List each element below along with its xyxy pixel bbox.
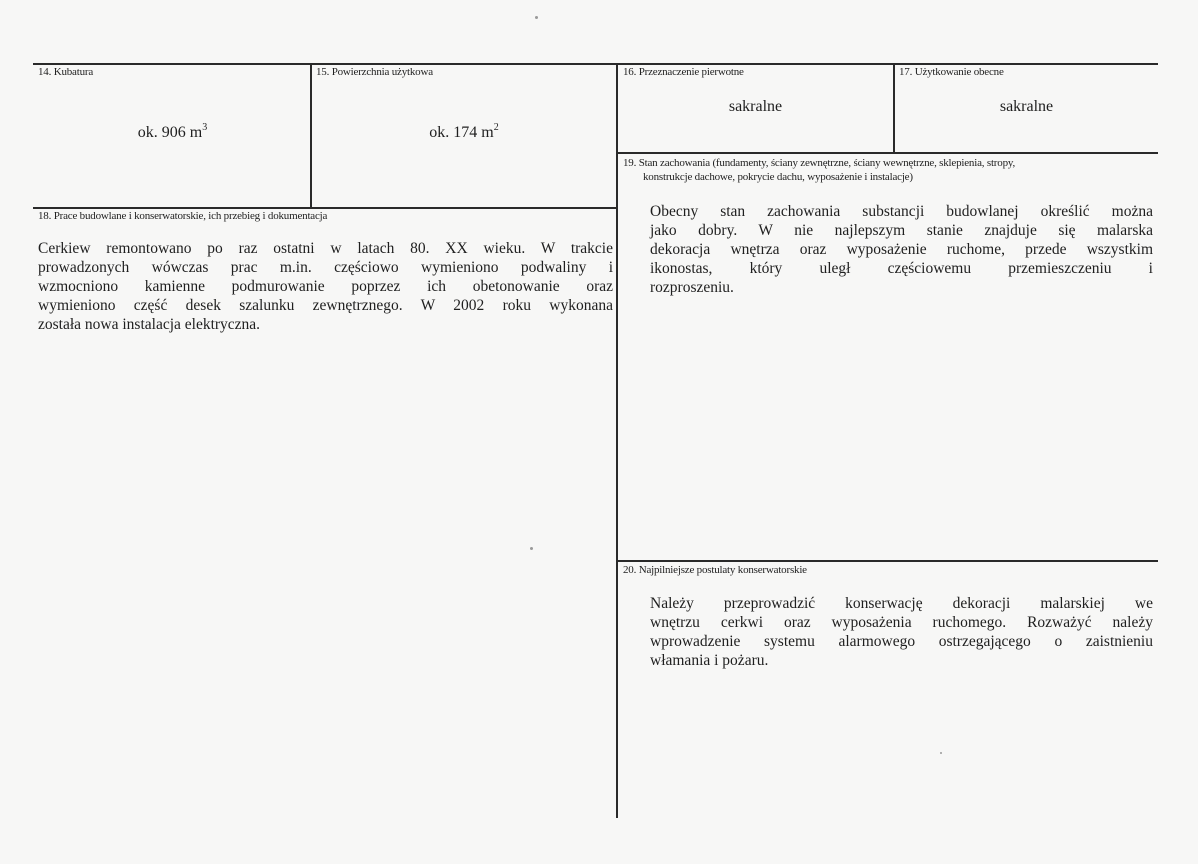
field-14-label: 14. Kubatura — [38, 66, 94, 78]
field-18-label: 18. Prace budowlane i konserwatorskie, ich przebieg i dokumentacja — [38, 210, 328, 222]
field-18-line: została nowa instalacja elektryczna. — [38, 316, 261, 333]
field-18-line: wzmocniono kamienne podmurowanie poprzez ich obetonowanie oraz — [38, 278, 613, 295]
field-20-line: wprowadzenie systemu alarmowego ostrzegającego o zaistnieniu — [650, 633, 1153, 650]
scan-speck — [940, 752, 942, 754]
field-19-line: ikonostas, który uległ częściowemu przemieszczeniu i — [650, 260, 1153, 277]
field-18-text — [38, 239, 613, 334]
field-14-value-unit-exp: 3 — [202, 122, 208, 133]
field-19-label-line2: konstrukcje dachowe, pokrycie dachu, wyposażenie i instalacje) — [643, 171, 913, 183]
field-16-label: 16. Przeznaczenie pierwotne — [623, 66, 744, 78]
rule-above-18 — [33, 207, 618, 209]
field-19-line: Obecny stan zachowania substancji budowlanej określić można — [650, 203, 1153, 220]
rule-above-20 — [616, 560, 1158, 562]
field-19-line: dekoracja wnętrza oraz wyposażenie ruchome, przede wszystkim — [650, 241, 1153, 258]
field-18-line: Cerkiew remontowano po raz ostatni w latach 80. XX wieku. W trakcie — [38, 240, 613, 257]
field-19-label-line1: 19. Stan zachowania (fundamenty, ściany zewnętrzne, ściany wewnętrzne, sklepienia, stropy, — [623, 157, 1016, 169]
rule-above-19 — [616, 152, 1158, 154]
field-15-value-unit-exp: 2 — [493, 122, 499, 133]
field-20-text — [650, 594, 1153, 670]
scan-speck — [530, 547, 533, 550]
field-16-value: sakralne — [728, 98, 783, 115]
scan-speck — [535, 16, 538, 19]
field-18-line: wymieniono część desek szalunku zewnętrznego. W 2002 roku wykonana — [38, 297, 613, 314]
field-19-line: jako dobry. W nie najlepszym stanie znajduje się malarska — [650, 222, 1153, 239]
field-15-value — [312, 124, 616, 142]
field-19-line: rozproszeniu. — [650, 279, 734, 296]
field-15-value-text: ok. 174 m — [429, 124, 494, 141]
field-19-text — [650, 202, 1153, 297]
field-20-line: włamania i pożaru. — [650, 652, 769, 669]
top-rule — [33, 63, 1158, 65]
field-20-line: Należy przeprowadzić konserwację dekoracji malarskiej we — [650, 595, 1153, 612]
field-20-label: 20. Najpilniejsze postulaty konserwatorskie — [623, 564, 807, 576]
field-18-line: prowadzonych wówczas prac m.in. częściowo wymieniono podwaliny i — [38, 259, 613, 276]
field-14-value — [35, 124, 310, 142]
field-14-value-text: ok. 906 m — [137, 124, 203, 141]
field-17-value: sakralne — [999, 98, 1054, 115]
field-15-label: 15. Powierzchnia użytkowa — [316, 66, 433, 78]
field-17-label: 17. Użytkowanie obecne — [899, 66, 1004, 78]
center-divider — [616, 63, 618, 818]
field-20-line: wnętrzu cerkwi oraz wyposażenia ruchomego. Rozważyć należy — [650, 614, 1153, 631]
